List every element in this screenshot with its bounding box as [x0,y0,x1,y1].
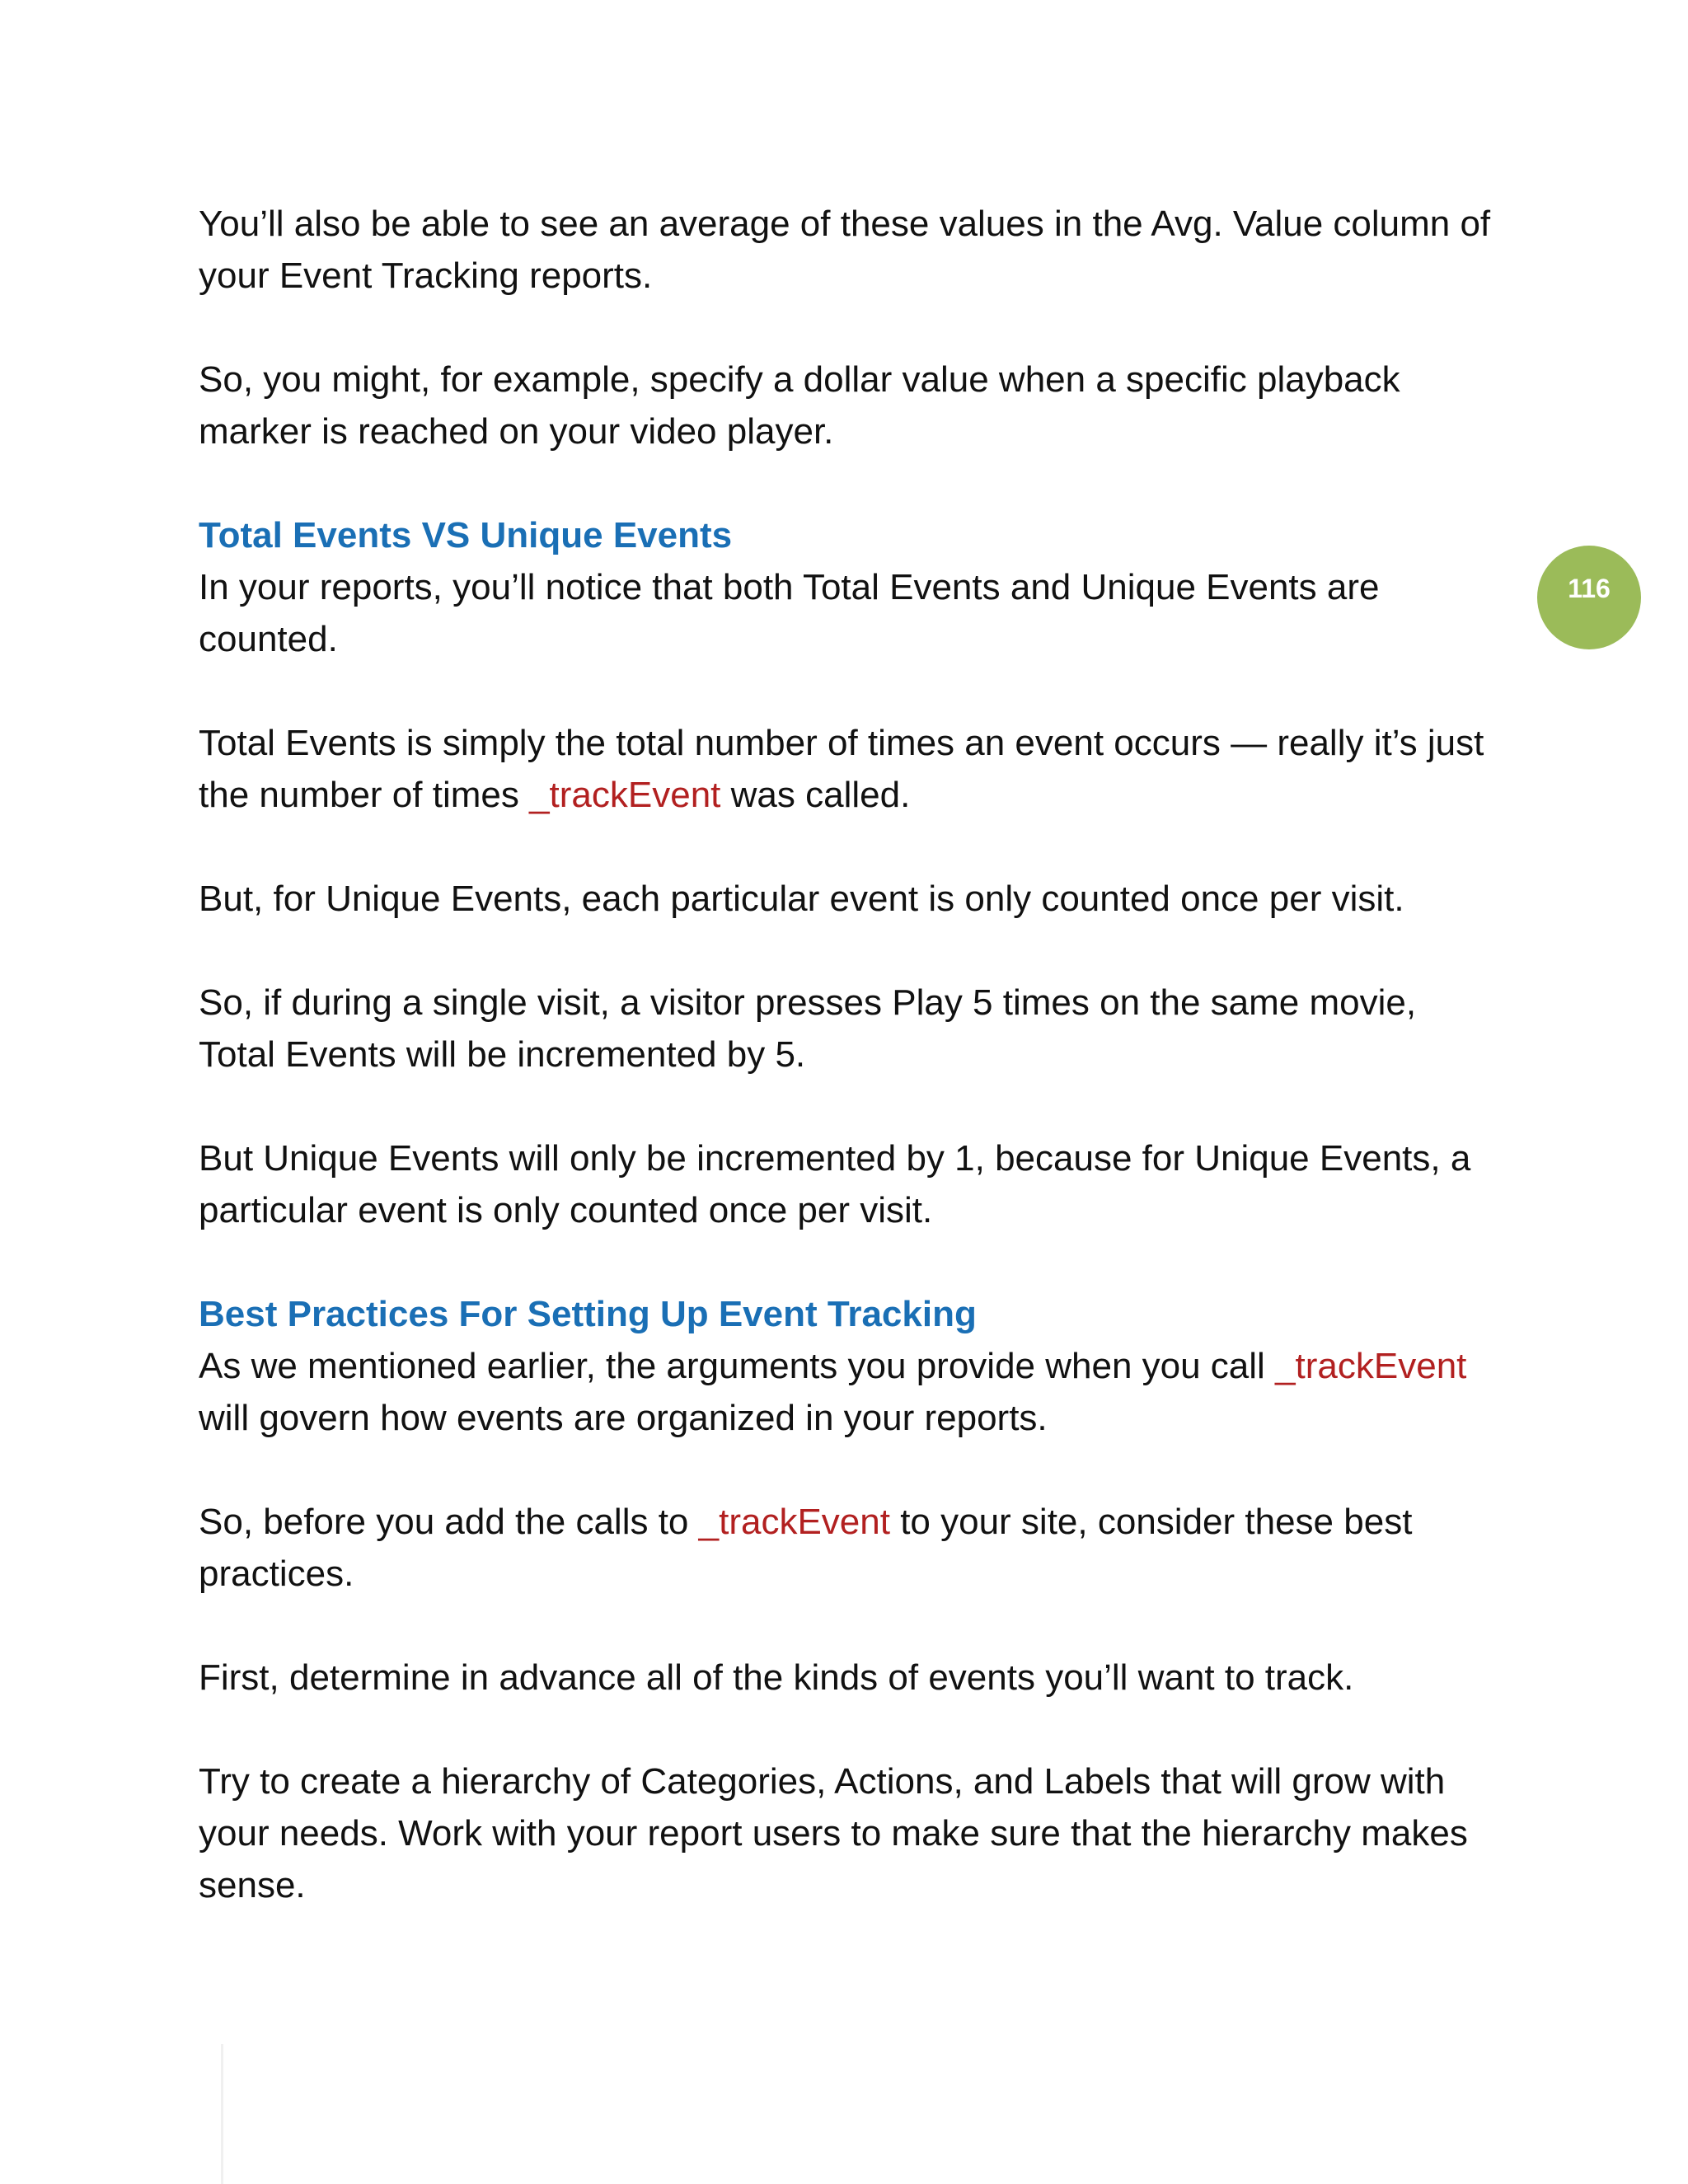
text-segment: So, before you add the calls to [199,1502,699,1542]
paragraph-hierarchy: Try to create a hierarchy of Categories, Actions, and Labels that will grow with your needs. Work with your report users to make sure that the hierarchy makes sense. [199,1761,1468,1905]
page-gutter-line [221,2044,223,2184]
paragraph-determine-events: First, determine in advance all of the kinds of events you’ll want to track. [199,1657,1354,1698]
paragraph-avg-value: You’ll also be able to see an average of these values in the Avg. Value column of your Event Tracking reports. [199,204,1491,296]
paragraph-unique-increment: But Unique Events will only be incremented by 1, because for Unique Events, a particular event is only counted once per visit. [199,1138,1471,1230]
text-segment: Total Events is simply the total number of times an event occurs — really it’s just the number of times [199,723,1484,815]
paragraph-dollar-value: So, you might, for example, specify a dollar value when a specific playback marker is reached on your video player. [199,359,1400,452]
code-track-event: _trackEvent [529,775,721,815]
page-content [199,198,1501,1911]
paragraph-total-events [199,717,1501,821]
paragraph-unique-events: But, for Unique Events, each particular event is only counted once per visit. [199,879,1404,919]
paragraph-play-example: So, if during a single visit, a visitor presses Play 5 times on the same movie, Total Events will be incremented by 5. [199,982,1417,1075]
text-segment: As we mentioned earlier, the arguments you provide when you call [199,1346,1276,1386]
text-segment: was called. [720,775,911,815]
heading-total-vs-unique: Total Events VS Unique Events [199,515,733,555]
paragraph-both-counted: In your reports, you’ll notice that both Total Events and Unique Events are counted. [199,567,1380,659]
text-segment: to your site, consider these best practices. [199,1502,1413,1594]
paragraph-before-adding [199,1496,1501,1600]
code-track-event: _trackEvent [698,1502,890,1542]
paragraph-arguments [199,1340,1501,1444]
text-segment: will govern how events are organized in your reports. [199,1398,1048,1438]
page-number-badge [1537,546,1641,649]
heading-best-practices: Best Practices For Setting Up Event Tracking [199,1294,977,1334]
code-track-event: _trackEvent [1275,1346,1467,1386]
page-number: 116 [1568,574,1611,603]
